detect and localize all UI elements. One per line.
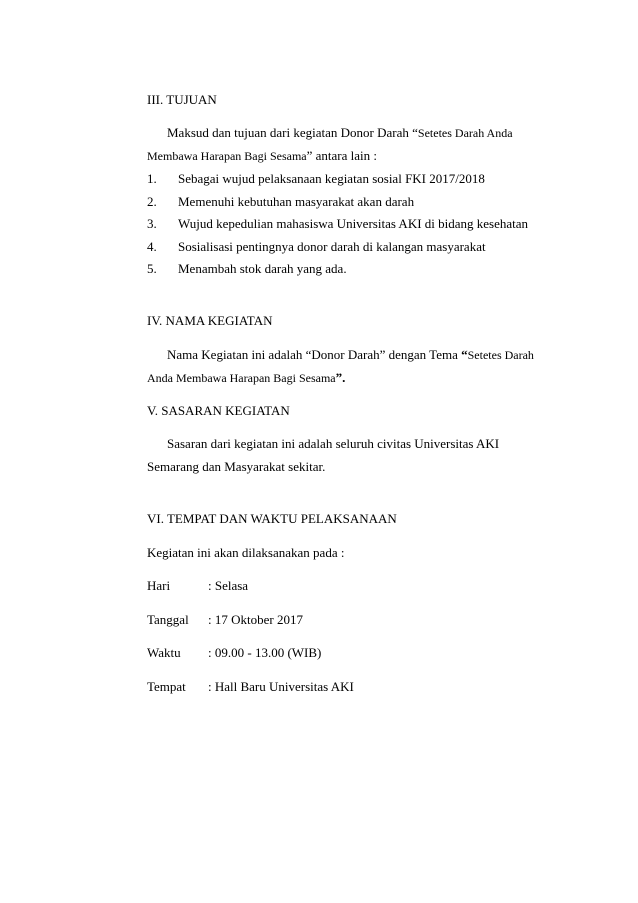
- tujuan-intro-main: Maksud dan tujuan dari kegiatan Donor Darah “: [167, 125, 418, 140]
- schedule-value: : 09.00 - 13.00 (WIB): [208, 645, 322, 660]
- list-item-text: Sebagai wujud pelaksanaan kegiatan sosial FKI 2017/2018: [178, 171, 485, 186]
- tujuan-intro-theme-a: Setetes Darah Anda: [417, 126, 513, 140]
- list-item-number: 1.: [147, 171, 157, 186]
- tempat-intro: Kegiatan ini akan dilaksanakan pada :: [147, 545, 345, 560]
- nama-line2-theme: Anda Membawa Harapan Bagi Sesama: [147, 371, 336, 385]
- sasaran-line1: Sasaran dari kegiatan ini adalah seluruh civitas Universitas AKI: [167, 436, 500, 451]
- schedule-value: : Selasa: [208, 578, 249, 593]
- nama-line1-main: Nama Kegiatan ini adalah “Donor Darah” dengan Tema: [167, 347, 462, 362]
- schedule-label: Tempat: [147, 679, 186, 694]
- list-item-text: Memenuhi kebutuhan masyarakat akan darah: [178, 194, 415, 209]
- tujuan-intro-line1: [167, 126, 513, 139]
- nama-line2-end: ”.: [335, 370, 346, 385]
- schedule-label: Tanggal: [147, 612, 189, 627]
- nama-line1-quote: “: [461, 347, 468, 362]
- tujuan-intro-theme-b: Membawa Harapan Bagi Sesama: [147, 149, 307, 163]
- sasaran-line2: Semarang dan Masyarakat sekitar.: [147, 459, 326, 474]
- section-heading-sasaran: V. SASARAN KEGIATAN: [147, 403, 290, 418]
- list-item-text: Sosialisasi pentingnya donor darah di kalangan masyarakat: [178, 239, 486, 254]
- tujuan-intro-line2: [147, 149, 377, 162]
- tujuan-intro-end: ” antara lain :: [306, 148, 377, 163]
- section-heading-nama: IV. NAMA KEGIATAN: [147, 313, 273, 328]
- list-item-number: 2.: [147, 194, 157, 209]
- list-item-text: Wujud kepedulian mahasiswa Universitas AKI di bidang kesehatan: [178, 216, 529, 231]
- list-item-number: 3.: [147, 216, 157, 231]
- schedule-value: : Hall Baru Universitas AKI: [208, 679, 354, 694]
- nama-line2: [147, 371, 345, 384]
- list-item-text: Menambah stok darah yang ada.: [178, 261, 347, 276]
- section-heading-tujuan: III. TUJUAN: [147, 92, 217, 107]
- schedule-label: Hari: [147, 578, 171, 593]
- list-item-number: 4.: [147, 239, 157, 254]
- nama-line1: [167, 348, 534, 361]
- nama-line1-theme: Setetes Darah: [467, 348, 534, 362]
- schedule-label: Waktu: [147, 645, 181, 660]
- list-item-number: 5.: [147, 261, 157, 276]
- schedule-value: : 17 Oktober 2017: [208, 612, 303, 627]
- section-heading-tempat: VI. TEMPAT DAN WAKTU PELAKSANAAN: [147, 511, 397, 526]
